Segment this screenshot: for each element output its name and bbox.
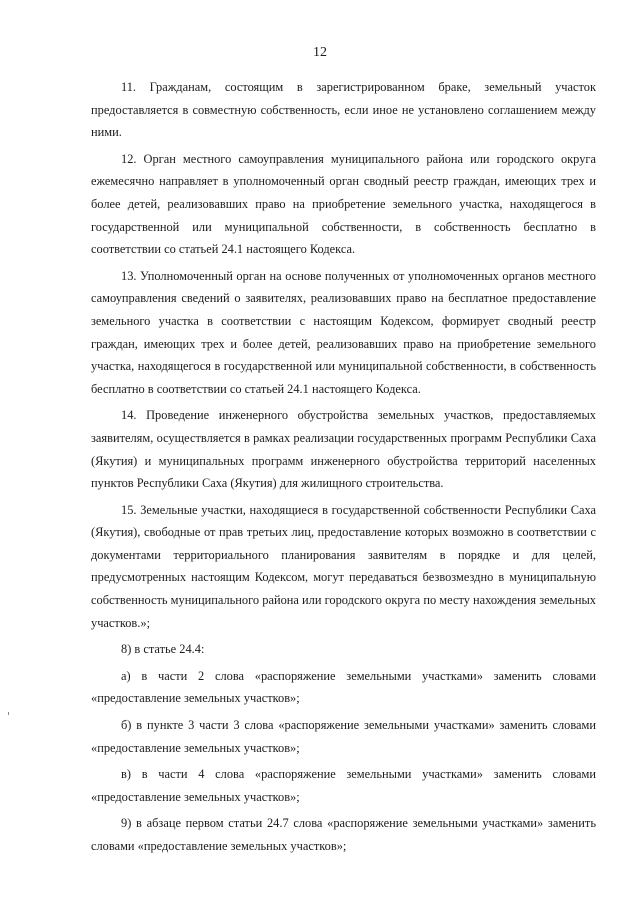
document-body: [91, 76, 596, 862]
scan-artifact: [8, 712, 9, 715]
subitem-b: б) в пункте 3 части 3 слова «распоряжение земельными участками» заменить словами «предоставление земельных участков»;: [91, 718, 596, 755]
page-number: 12: [313, 45, 327, 60]
item-9: 9) в абзаце первом статьи 24.7 слова «распоряжение земельными участками» заменить словами «предоставление земельных участков»;: [91, 816, 596, 853]
subitem-v: в) в части 4 слова «распоряжение земельными участками» заменить словами «предоставление земельных участков»;: [91, 767, 596, 804]
paragraph-13: 13. Уполномоченный орган на основе полученных от уполномоченных органов местного самоуправления сведений о заявителях, реализовавших право на бесплатное предоставление земельного участка в соответствии с настоящим Кодексом, формирует сводный реестр граждан, имеющих трех и более детей, реализовавших право на приобретение земельного участка, находящегося в государственной или муниципальной собственности, в собственность бесплатно в соответствии со статьей 24.1 настоящего Кодекса.: [91, 268, 596, 396]
paragraph-11: 11. Гражданам, состоящим в зарегистрированном браке, земельный участок предоставляется в совместную собственность, если иное не установлено соглашением между ними.: [91, 80, 596, 140]
paragraph-14: 14. Проведение инженерного обустройства земельных участков, предоставляемых заявителям, осуществляется в рамках реализации государственных программ Республики Саха (Якутия) и муниципальных программ инженерного обустройства территорий населенных пунктов Республики Саха (Якутия) для жилищного строительства.: [91, 408, 596, 491]
subitem-a: а) в части 2 слова «распоряжение земельными участками» заменить словами «предоставление земельных участков»;: [91, 668, 596, 706]
paragraph-15: 15. Земельные участки, находящиеся в государственной собственности Республики Саха (Якутия), свободные от прав третьих лиц, предоставление которых возможно в соответствии с документами территориального планирования заявителям в порядке и для целей, предусмотренных настоящим Кодексом, могут передаваться безвозмездно в муниципальную собственность муниципального района или городского округа по месту нахождения земельных участков.»;: [91, 502, 596, 630]
item-8-heading: 8) в статье 24.4:: [121, 642, 205, 657]
paragraph-12: 12. Орган местного самоуправления муниципального района или городского округа ежемесячно направляет в уполномоченный орган сводный реестр граждан, имеющих трех и более детей, реализовавших право на приобретение земельного участка, находящегося в государственной или муниципальной собственности, в собственность бесплатно в соответствии со статьей 24.1 настоящего Кодекса.: [91, 151, 596, 257]
